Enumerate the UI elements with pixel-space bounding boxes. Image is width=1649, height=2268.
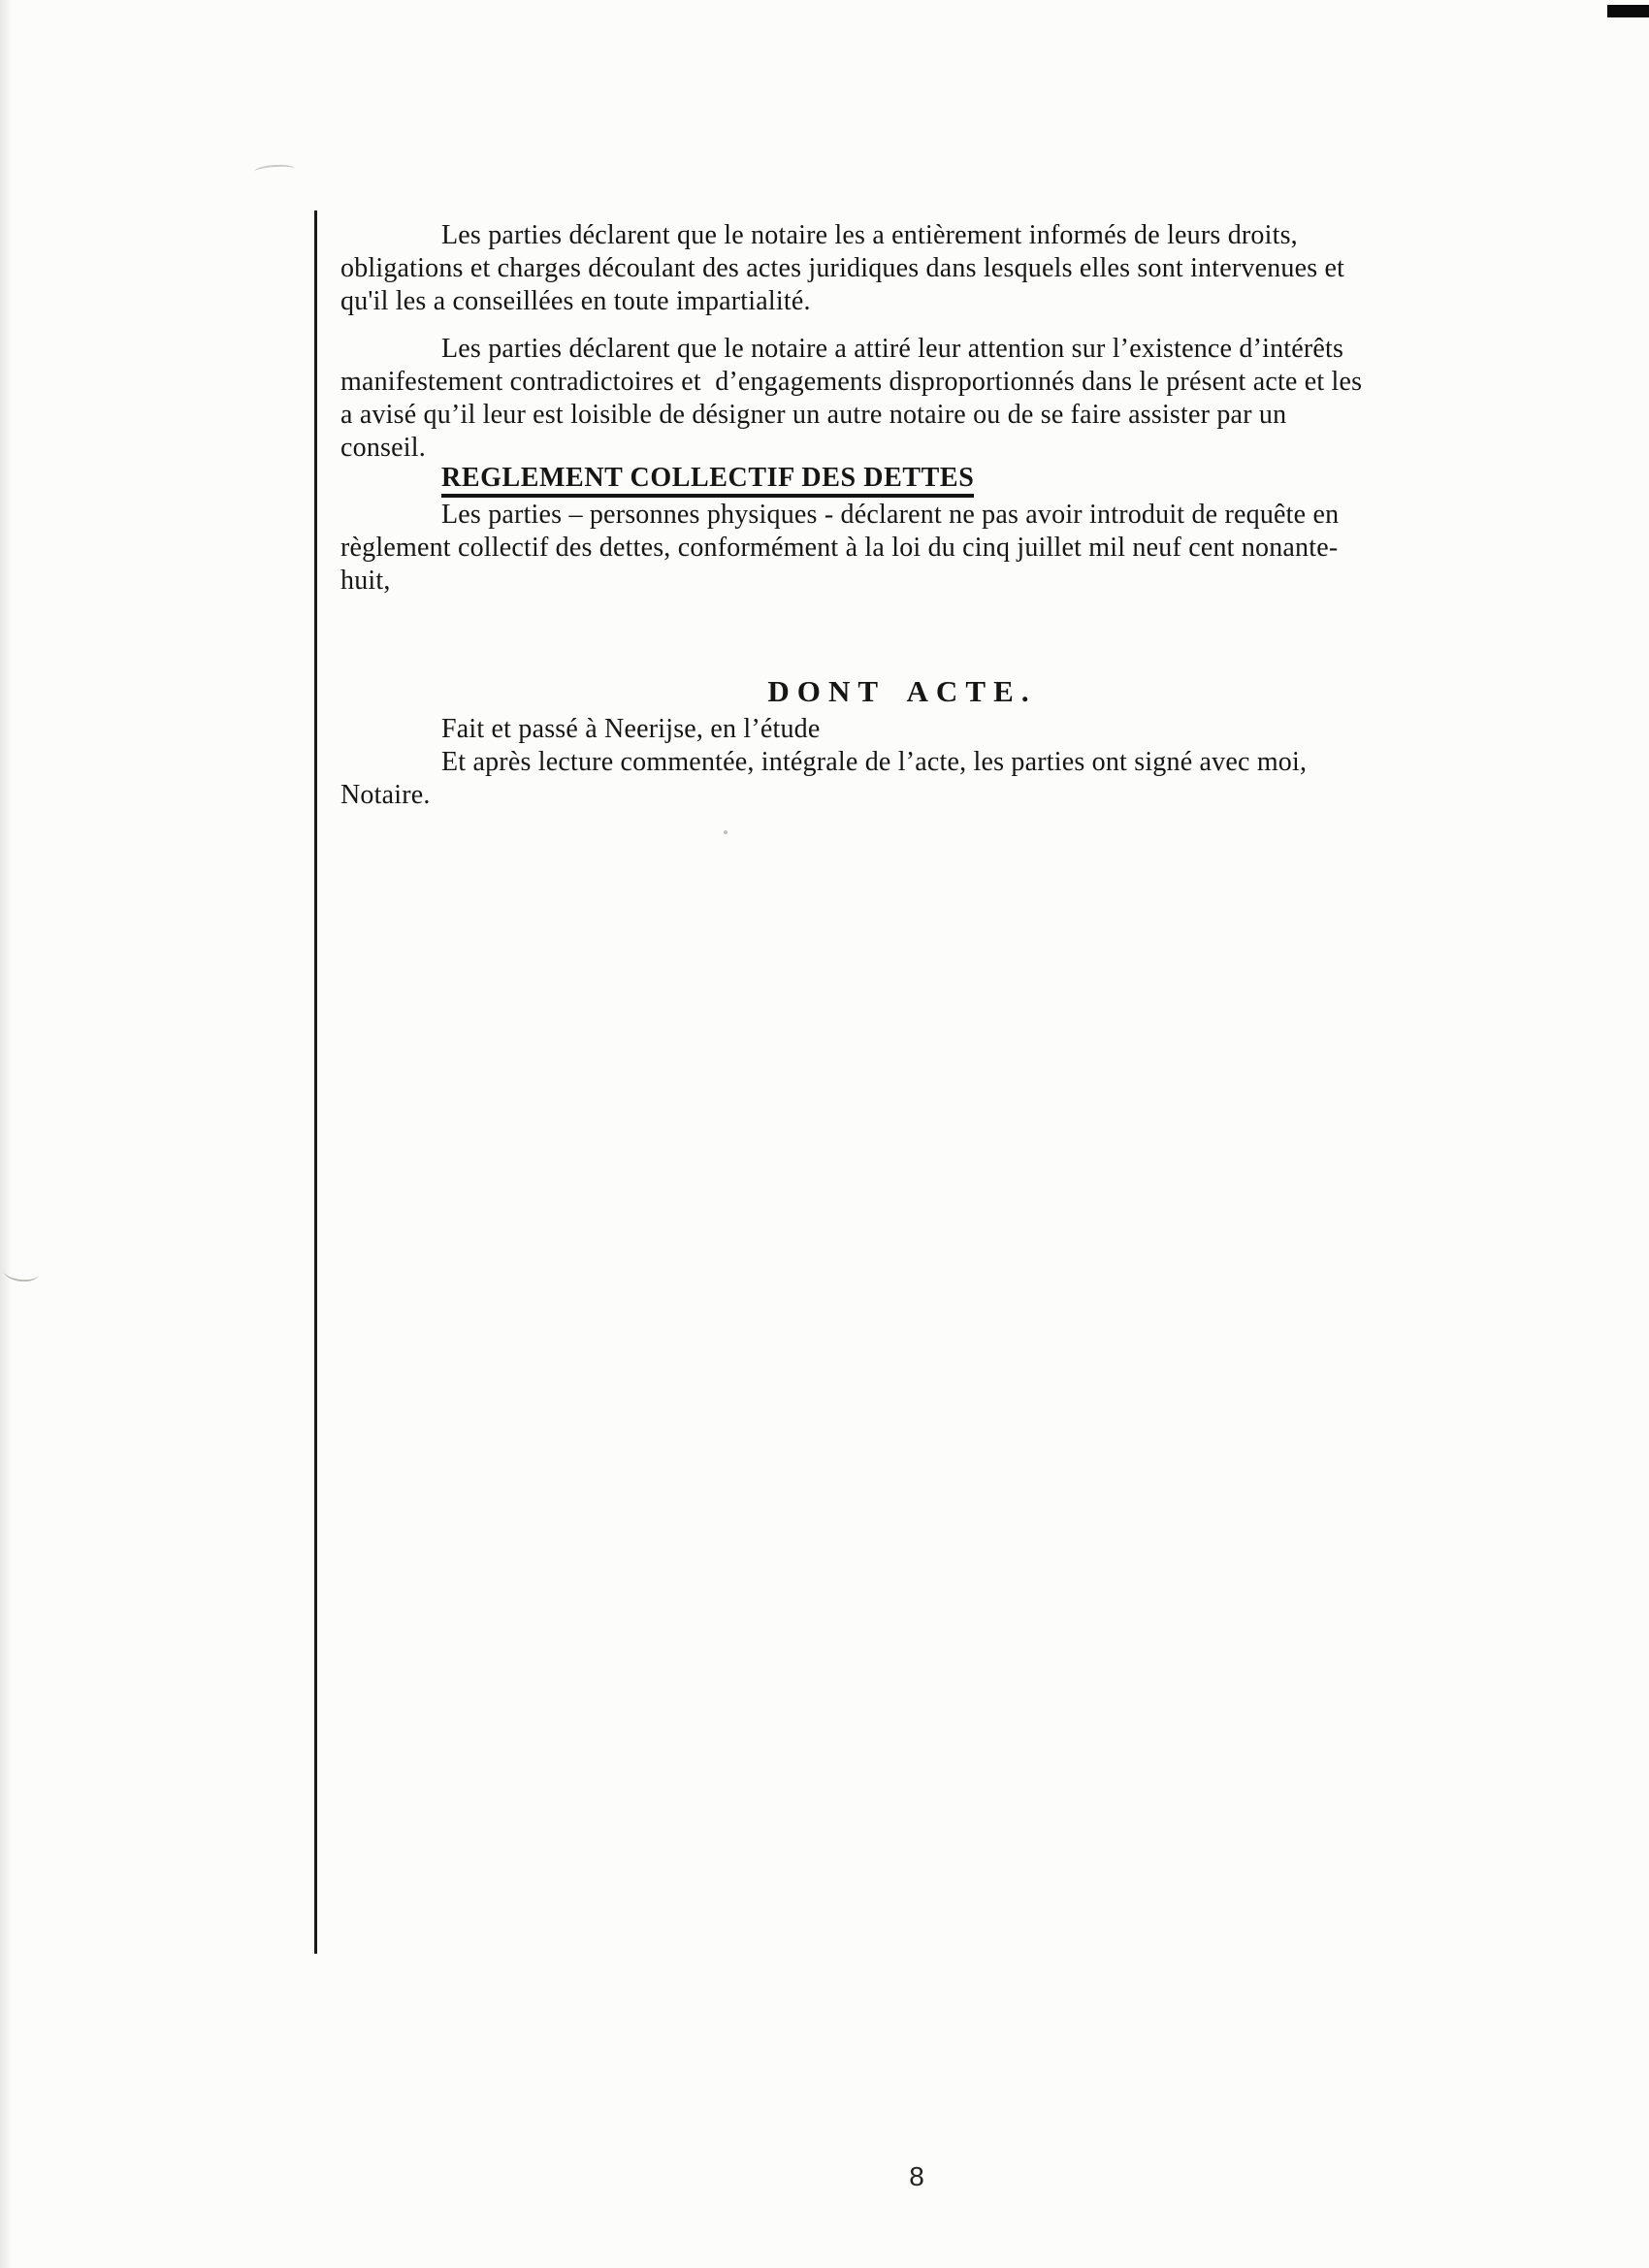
- scan-dot: [724, 830, 728, 834]
- closing-paragraph: [340, 713, 1543, 812]
- body-line: Les parties déclarent que le notaire les a entièrement informés de leurs droits,: [441, 220, 1298, 250]
- body-line: Et après lecture commentée, intégrale de l’acte, les parties ont signé avec moi,: [441, 747, 1308, 777]
- body-line: règlement collectif des dettes, conformément à la loi du cinq juillet mil neuf cent nonante-: [340, 533, 1339, 563]
- section-heading-wrap: [441, 464, 974, 498]
- paragraph-collective-debt: [340, 499, 1543, 598]
- scan-smudge-top: [254, 164, 296, 178]
- page-number: 8: [909, 2161, 924, 2191]
- scan-edge-shading: [0, 0, 12, 2268]
- left-margin-rule: [314, 211, 317, 1954]
- body-line: a avisé qu’il leur est loisible de désigner un autre notaire ou de se faire assister par un: [340, 400, 1287, 430]
- body-line: conseil.: [340, 433, 426, 463]
- body-line: obligations et charges découlant des actes juridiques dans lesquels elles sont intervenues et: [340, 253, 1345, 283]
- section-heading: REGLEMENT COLLECTIF DES DETTES: [441, 464, 974, 498]
- dont-acte-heading: DONT ACTE.: [767, 674, 1037, 708]
- body-line: Fait et passé à Neerijse, en l’étude: [441, 714, 821, 744]
- body-line: Les parties – personnes physiques - déclarent ne pas avoir introduit de requête en: [441, 500, 1340, 530]
- body-line: huit,: [340, 566, 391, 596]
- body-line: qu'il les a conseillées en toute impartialité.: [340, 286, 811, 316]
- scan-corner-mark: [1607, 5, 1649, 17]
- paragraph-impartiality: [340, 219, 1543, 318]
- paragraph-conflicting-interests: [340, 333, 1543, 465]
- body-line: Les parties déclarent que le notaire a attiré leur attention sur l’existence d’intérêts: [441, 334, 1344, 364]
- body-line: manifestement contradictoires et d’engagements disproportionnés dans le présent acte et les: [340, 367, 1363, 397]
- body-line: Notaire.: [340, 780, 431, 810]
